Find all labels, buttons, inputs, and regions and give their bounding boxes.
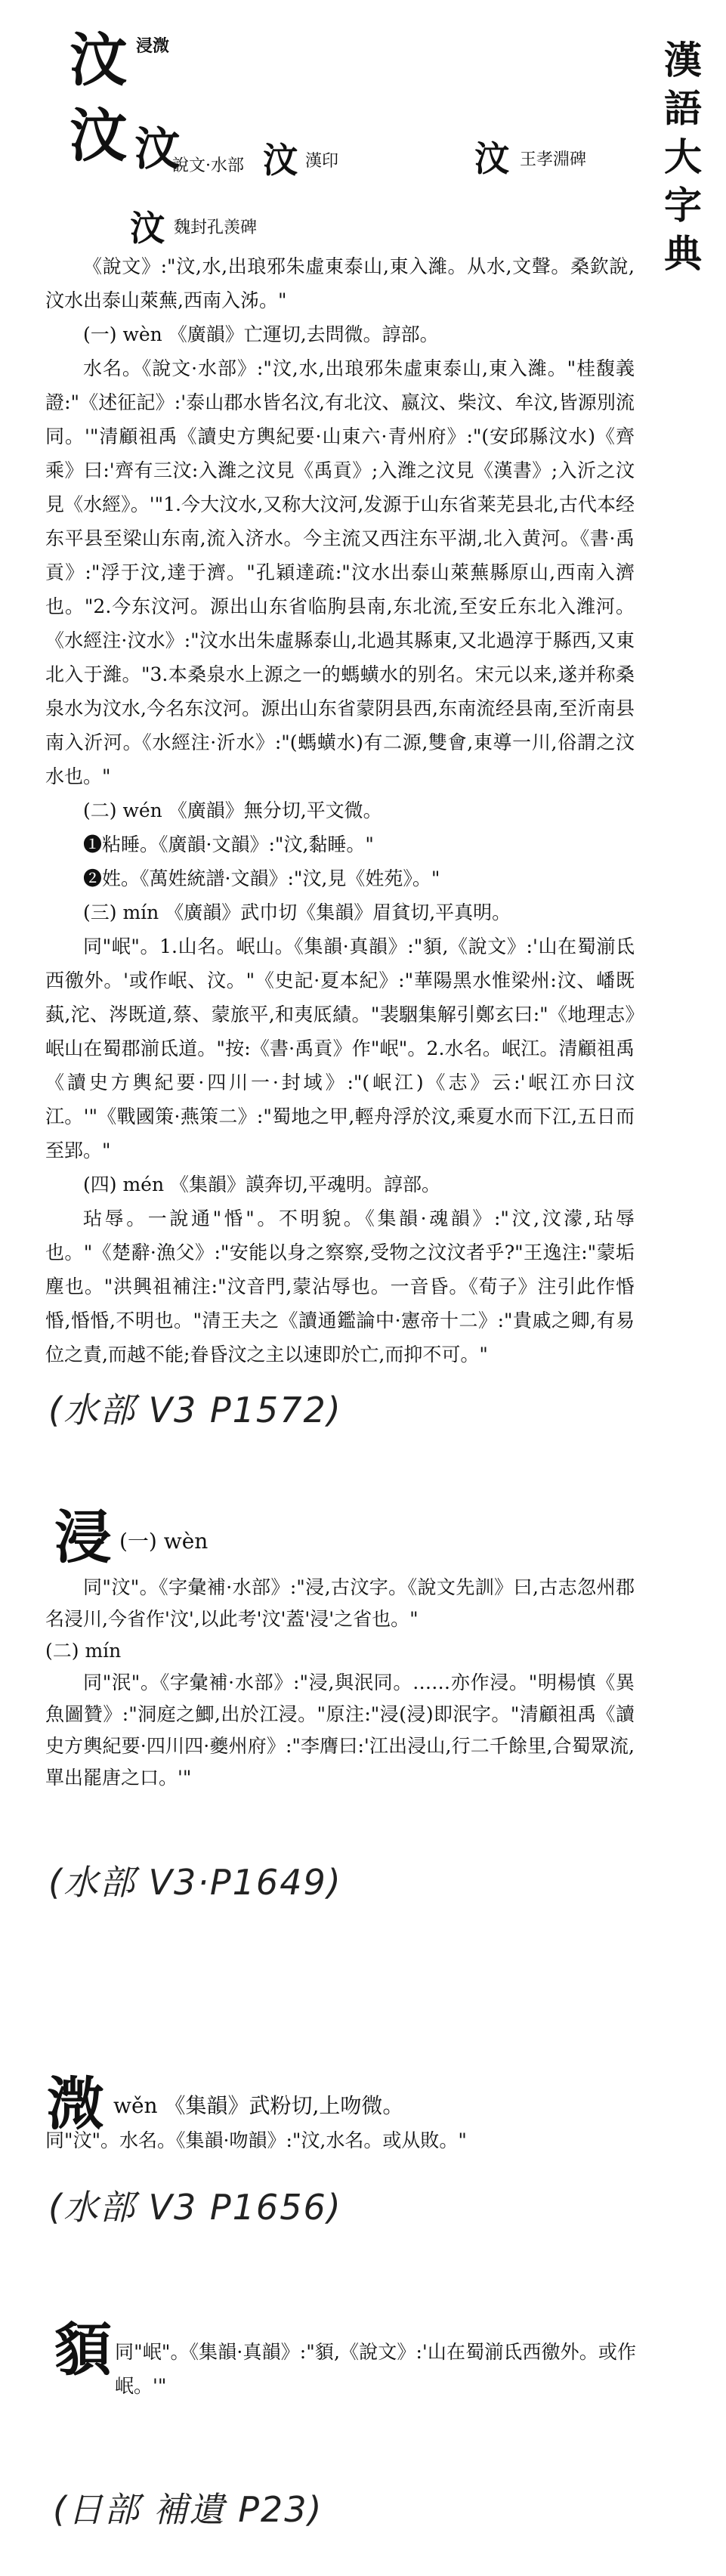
reading-heading: wěn 《集韻》武粉切,上吻微。 <box>113 2093 404 2118</box>
title-char: 語 <box>664 86 702 131</box>
glyph-source-label: 說文·水部 <box>172 156 244 175</box>
reading-heading: (四) mén 《集韻》謨奔切,平魂明。諄部。 <box>83 1174 440 1195</box>
glyph-form: 汶 <box>70 102 127 169</box>
title-char: 大 <box>664 135 702 179</box>
definition-paragraph: 同"岷"。1.山名。岷山。《集韻·真韻》:"䫉,《說文》:'山在蜀湔氐西徼外。'或作岷、汶。"《史記·夏本紀》:"華陽黑水惟梁州:汶、嶓既蓺,沱、涔既道,蔡、蒙旅平,和夷厎績。"裴駰集解引鄭玄曰:"《地理志》岷山在蜀郡湔氐道。"按:《書·禹貢》作"岷"。2.水名。岷江。清顧祖禹《讀史方輿紀要·四川一·封域》:"(岷江)《志》云:'岷江亦曰汶江。'"《戰國策·燕策二》:"蜀地之甲,輕舟浮於汶,乘夏水而下江,五日而至郢。" <box>45 935 635 1161</box>
definition-paragraph: 玷辱。一說通"惛"。不明貌。《集韻·魂韻》:"汶,汶濛,玷辱也。"《楚辭·漁父》:"安能以身之察察,受物之汶汶者乎?"王逸注:"蒙垢塵也。"洪興祖補注:"汶音門,蒙沾辱也。一音昏。《荀子》注引此作惛惛,惛惛,不明也。"清王夫之《讀通鑑論中·憲帝十二》:"貴戚之卿,有易位之責,而越不能;眷昏汶之主以速即於亡,而抑不可。" <box>45 1208 635 1365</box>
definition-paragraph: 同"汶"。水名。《集韻·吻韻》:"汶,水名。或从敗。" <box>45 2129 467 2151</box>
reading-heading: (二) wén 《廣韻》無分切,平文微。 <box>83 799 382 821</box>
definition-paragraph: 同"岷"。《集韻·真韻》:"䫉,《說文》:'山在蜀湔氐西徼外。或作岷。'" <box>115 2341 636 2397</box>
definition-paragraph: ❶粘睡。《廣韻·文韻》:"汶,黏睡。" <box>83 833 374 855</box>
definition-paragraph: 《說文》:"汶,水,出琅邪朱虛東泰山,東入濰。从水,文聲。桑欽說,汶水出泰山萊蕪,西南入泲。" <box>45 255 635 311</box>
entry-body <box>45 1572 635 1794</box>
definition-paragraph: 同"泯"。《字彙補·水部》:"浸,與泯同。……亦作浸。"明楊慎《異魚圖贊》:"洞庭之鯽,出於江浸。"原注:"浸(浸)即泯字。"清顧祖禹《讀史方輿紀要·四川四·夔州府》:"李膺曰:'江出浸山,行二千餘里,合蜀眾流,單出罷唐之口。'" <box>45 1671 635 1789</box>
entry-headword: 䫉 <box>54 2316 112 2383</box>
title-char: 字 <box>664 183 702 227</box>
dictionary-title <box>664 36 709 278</box>
entry-headword: 汶 <box>70 26 127 94</box>
handwritten-note: (水部 V3 P1572) <box>48 1390 342 1430</box>
definition-paragraph: ❷姓。《萬姓統譜·文韻》:"汶,見《姓苑》。" <box>83 867 440 889</box>
reading-heading: (二) mín <box>45 1640 122 1662</box>
reading-heading: (一) wèn 《廣韻》亡運切,去問微。諄部。 <box>83 323 439 345</box>
entry-body <box>115 2335 636 2403</box>
handwritten-note: (水部 V3·P1649) <box>48 1862 342 1903</box>
entry-headword: 溦 <box>47 2070 104 2138</box>
glyph-source-label: 漢印 <box>305 152 339 171</box>
handwritten-note: (日部 補遺 P23) <box>53 2489 323 2530</box>
definition-paragraph: 水名。《說文·水部》:"汶,水,出琅邪朱虛東泰山,東入濰。"桂馥義證:"《述征記》:'泰山郡水皆名汶,有北汶、嬴汶、柴汶、牟汶,皆源別流同。'"清顧祖禹《讀史方輿紀要·山東六·青州府》:"(安邱縣汶水)《齊乘》曰:'齊有三汶:入濰之汶見《禹貢》;入潍之汶見《漢書》;入沂之汶見《水經》。'"1.今大汶水,又称大汶河,发源于山东省莱芜县北,古代本经东平县至梁山东南,流入济水。今主流又西注东平湖,北入黄河。《書·禹貢》:"浮于汶,達于濟。"孔穎達疏:"汶水出泰山萊蕪縣原山,西南入濟也。"2.今东汶河。源出山东省临朐县南,东北流,至安丘东北入潍河。《水經注·汶水》:"汶水出朱虛縣泰山,北過其縣東,又北過淳于縣西,又東北入于濰。"3.本桑泉水上源之一的螞蟥水的别名。宋元以来,遂并称桑泉水为汶水,今名东汶河。源出山东省蒙阴县西,东南流经县南,至沂南县南入沂河。《水經注·沂水》:"(螞蟥水)有二源,雙會,東導一川,俗謂之汶水也。" <box>45 357 635 787</box>
glyph-source-label: 王孝淵碑 <box>520 150 587 169</box>
seal-glyph-form: 汶 <box>134 123 180 176</box>
entry-headword: 浸 <box>54 1504 112 1571</box>
title-char: 典 <box>664 231 702 276</box>
reading-heading: (三) mín 《廣韻》武巾切《集韻》眉貧切,平真明。 <box>83 901 511 923</box>
entry-body <box>45 249 635 1371</box>
glyph-form: 汶 <box>263 140 298 181</box>
glyph-source-label: 魏封孔羡碑 <box>174 218 258 237</box>
glyph-form: 汶 <box>130 208 165 249</box>
definition-paragraph: 同"汶"。《字彙補·水部》:"浸,古汶字。《說文先訓》曰,古志忽州郡名浸川,今省作'汶',以此考'汶'蓋'浸'之省也。" <box>45 1576 635 1630</box>
glyph-form: 汶 <box>474 138 509 179</box>
reading-heading: (一) wèn <box>119 1529 209 1554</box>
title-char: 漢 <box>664 38 702 82</box>
entry-body <box>45 2123 635 2157</box>
headword-variant: 浸溦 <box>136 36 170 56</box>
handwritten-note: (水部 V3 P1656) <box>48 2187 342 2228</box>
